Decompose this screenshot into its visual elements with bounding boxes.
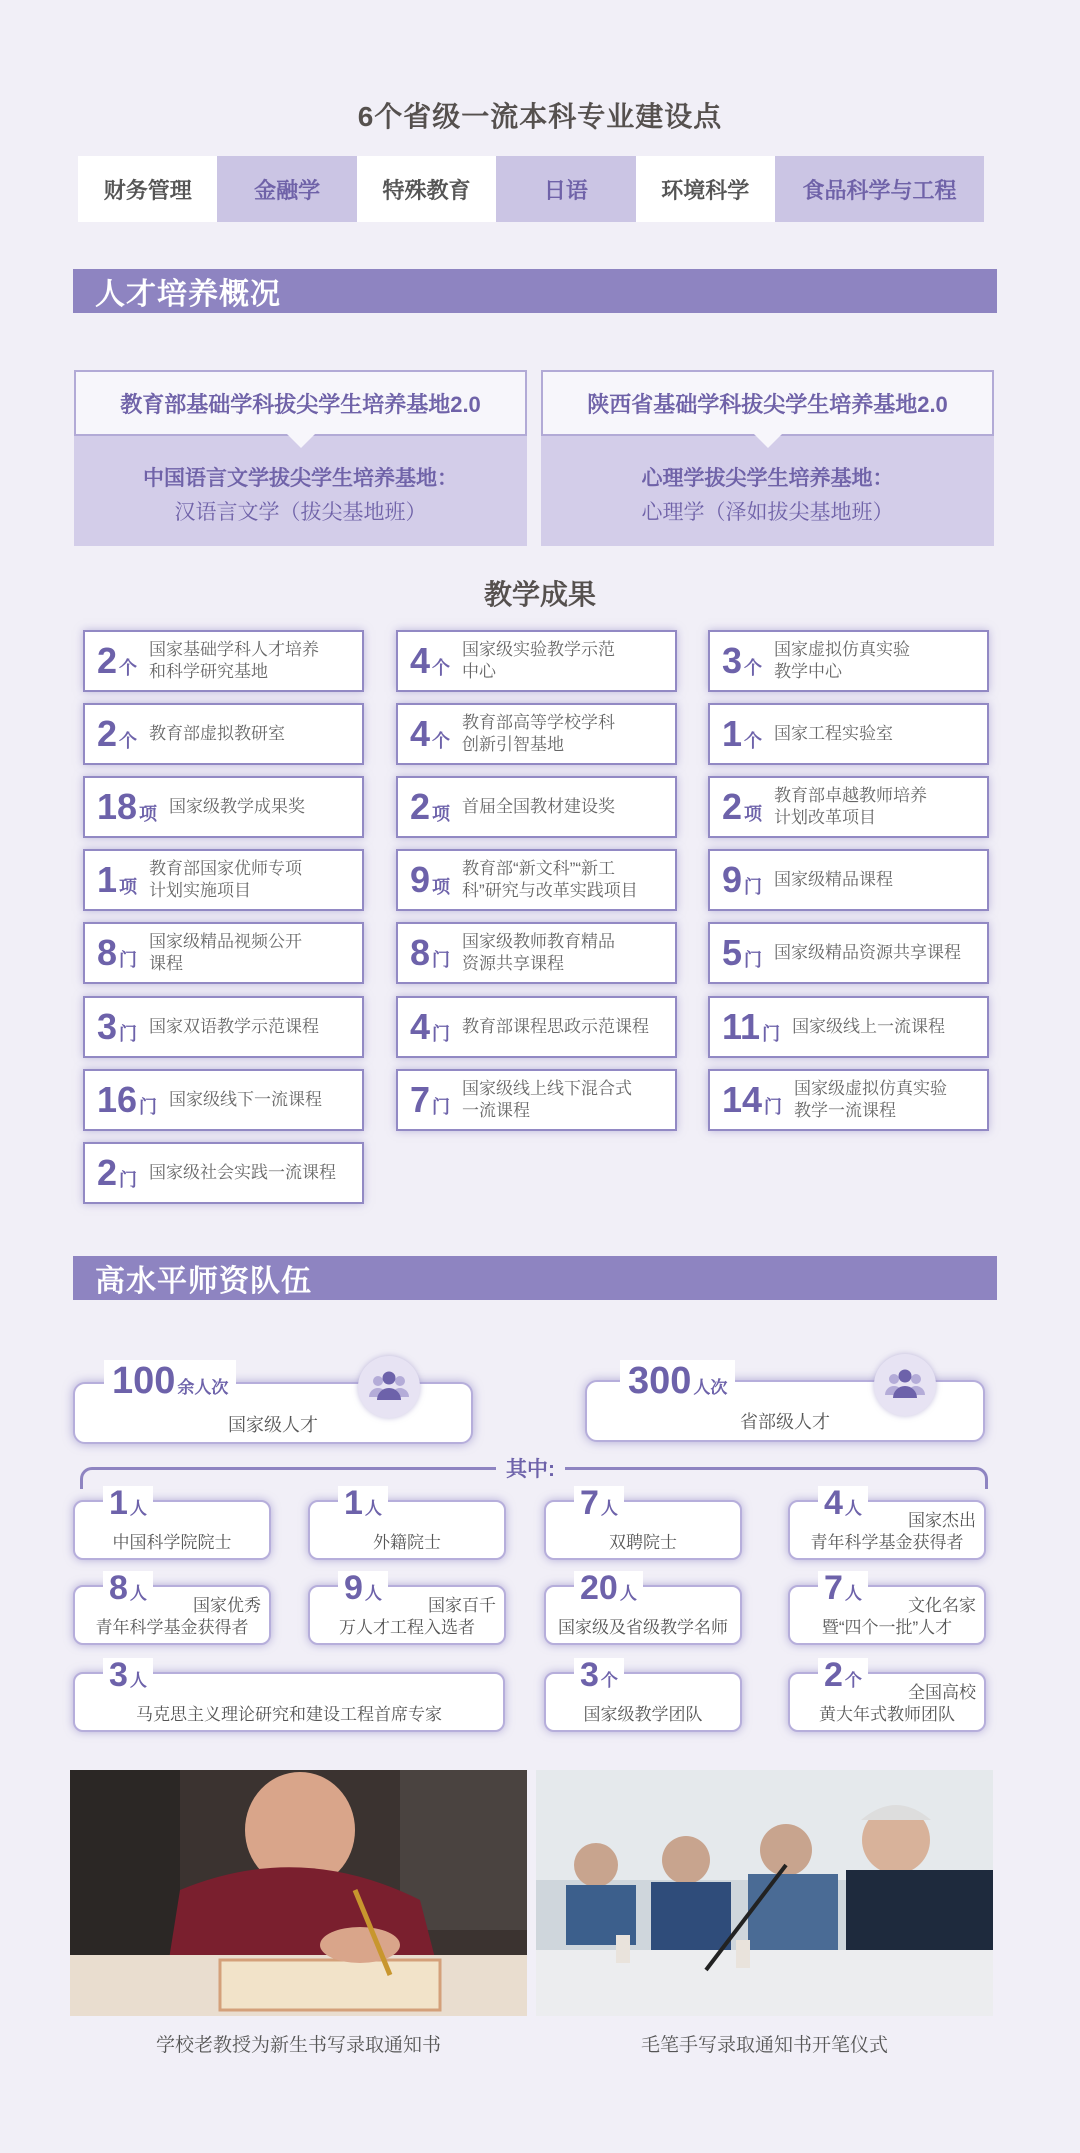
achievement-text bbox=[149, 1162, 336, 1184]
faculty-text-line2: 万人才工程入选者 bbox=[339, 1618, 475, 1637]
faculty-text-line2: 青年科学基金获得者 bbox=[95, 1618, 249, 1637]
achievement-number: 4 bbox=[410, 640, 431, 681]
achievement-card bbox=[83, 1069, 364, 1131]
achievement-text-line: 首届全国教材建设奖 bbox=[462, 797, 616, 816]
achievement-text bbox=[462, 931, 615, 975]
achievement-card bbox=[396, 630, 677, 692]
faculty-number: 1 bbox=[344, 1484, 363, 1522]
achievement-unit: 项 bbox=[432, 877, 451, 897]
achievement-unit: 门 bbox=[432, 1024, 451, 1044]
achievement-text-line: 中心 bbox=[462, 662, 497, 681]
base-card-line1: 心理学拔尖学生培养基地： bbox=[641, 467, 894, 490]
achievement-text-line: 教育部国家优师专项 bbox=[149, 859, 303, 878]
faculty-count bbox=[103, 1658, 153, 1692]
achievement-unit: 门 bbox=[119, 1170, 138, 1190]
achievements-title: 教学成果 bbox=[483, 579, 596, 610]
achievement-number: 9 bbox=[722, 859, 743, 900]
achievement-text-line: 一流课程 bbox=[462, 1101, 531, 1120]
achievement-text-line: 国家级虚拟仿真实验 bbox=[794, 1079, 948, 1098]
photo-caption-left: 学校老教授为新生书写录取通知书 bbox=[155, 2035, 441, 2056]
achievement-text-line: 国家工程实验室 bbox=[774, 724, 894, 743]
achievement-unit: 项 bbox=[139, 804, 158, 824]
achievement-card bbox=[83, 776, 364, 838]
national-talent-unit: 余人次 bbox=[177, 1378, 229, 1397]
faculty-number: 3 bbox=[109, 1656, 128, 1694]
achievement-number: 2 bbox=[97, 640, 118, 681]
faculty-count bbox=[103, 1486, 153, 1520]
faculty-number: 9 bbox=[344, 1569, 363, 1607]
achievement-number: 4 bbox=[410, 713, 431, 754]
achievement-unit: 门 bbox=[762, 1024, 781, 1044]
achievement-card bbox=[708, 630, 989, 692]
faculty-unit: 个 bbox=[844, 1671, 862, 1690]
provincial-talent-number: 300 bbox=[628, 1360, 692, 1402]
achievement-text-line: 国家级教师教育精品 bbox=[462, 932, 616, 951]
faculty-unit: 人 bbox=[129, 1671, 147, 1690]
faculty-count bbox=[818, 1658, 868, 1692]
achievement-card bbox=[83, 922, 364, 984]
achievement-unit: 个 bbox=[119, 731, 138, 751]
achievement-card bbox=[708, 703, 989, 765]
achievement-number: 11 bbox=[722, 1006, 761, 1047]
faculty-text-line2: 黄大年式教师团队 bbox=[819, 1705, 955, 1724]
achievement-text-line: 国家双语教学示范课程 bbox=[149, 1017, 320, 1036]
national-talent-count bbox=[104, 1360, 236, 1403]
faculty-unit: 人 bbox=[129, 1584, 147, 1603]
achievement-text-line: 教育部卓越教师培养 bbox=[774, 786, 928, 805]
achievement-unit: 项 bbox=[119, 877, 138, 897]
achievement-text-line: 资源共享课程 bbox=[462, 954, 565, 973]
achievement-text-line: 国家级精品资源共享课程 bbox=[774, 943, 962, 962]
achievement-card bbox=[83, 630, 364, 692]
faculty-count bbox=[574, 1658, 624, 1692]
major-item: 日语 bbox=[496, 156, 635, 222]
achievement-unit: 个 bbox=[432, 731, 451, 751]
achievement-number: 16 bbox=[97, 1079, 138, 1120]
among-label: 其中: bbox=[496, 1453, 565, 1483]
faculty-unit: 人 bbox=[844, 1584, 862, 1603]
achievement-card bbox=[708, 849, 989, 911]
faculty-number: 1 bbox=[109, 1484, 128, 1522]
achievement-card bbox=[396, 703, 677, 765]
achievement-text-line: 计划实施项目 bbox=[149, 881, 252, 900]
achievement-card bbox=[396, 1069, 677, 1131]
faculty-number: 20 bbox=[580, 1569, 618, 1607]
achievement-number: 8 bbox=[97, 932, 118, 973]
achievement-text-line: 国家级线下一流课程 bbox=[169, 1090, 323, 1109]
achievement-number: 2 bbox=[410, 786, 431, 827]
achievement-text-line: 教学一流课程 bbox=[794, 1101, 897, 1120]
faculty-number: 4 bbox=[824, 1484, 843, 1522]
achievement-text bbox=[149, 639, 319, 683]
achievement-unit: 门 bbox=[764, 1097, 783, 1117]
achievement-text-line: 国家级社会实践一流课程 bbox=[149, 1163, 337, 1182]
achievement-card bbox=[708, 922, 989, 984]
achievement-text bbox=[462, 1016, 649, 1038]
achievement-unit: 个 bbox=[119, 658, 138, 678]
base-card-line2: 心理学（泽如拔尖基地班） bbox=[641, 501, 894, 524]
achievement-text-line: 国家基础学科人才培养 bbox=[149, 640, 320, 659]
achievement-unit: 门 bbox=[119, 1024, 138, 1044]
achievement-unit: 门 bbox=[432, 950, 451, 970]
achievement-text-line: 国家级精品视频公开 bbox=[149, 932, 303, 951]
achievement-number: 3 bbox=[722, 640, 743, 681]
achievement-number: 2 bbox=[722, 786, 743, 827]
base-card-shaanxi bbox=[541, 370, 994, 546]
achievement-text-line: 教育部课程思政示范课程 bbox=[462, 1017, 650, 1036]
achievement-text-line: 计划改革项目 bbox=[774, 808, 877, 827]
achievement-unit: 项 bbox=[432, 804, 451, 824]
faculty-number: 7 bbox=[824, 1569, 843, 1607]
faculty-number: 3 bbox=[580, 1656, 599, 1694]
major-item: 财务管理 bbox=[78, 156, 217, 222]
faculty-text-line1: 国家杰出 bbox=[908, 1511, 976, 1530]
people-icon bbox=[358, 1356, 420, 1418]
achievement-unit: 门 bbox=[139, 1097, 158, 1117]
achievement-text bbox=[792, 1016, 945, 1038]
faculty-count bbox=[574, 1571, 643, 1605]
faculty-text-line1: 马克思主义理论研究和建设工程首席专家 bbox=[136, 1705, 442, 1724]
achievement-text bbox=[794, 1078, 947, 1122]
achievement-card bbox=[708, 776, 989, 838]
achievement-text-line: 教育部“新文科”“新工 bbox=[462, 859, 616, 878]
achievement-text-line: 教学中心 bbox=[774, 662, 843, 681]
faculty-count bbox=[574, 1486, 624, 1520]
achievement-text-line: 科”研究与改革实践项目 bbox=[462, 881, 638, 900]
achievement-unit: 门 bbox=[744, 950, 763, 970]
achievement-unit: 门 bbox=[119, 950, 138, 970]
faculty-text-line2: 暨“四个一批”人才 bbox=[821, 1618, 953, 1637]
major-item: 环境科学 bbox=[636, 156, 775, 222]
achievement-card bbox=[83, 703, 364, 765]
achievement-text-line: 国家级精品课程 bbox=[774, 870, 894, 889]
achievement-unit: 项 bbox=[744, 804, 763, 824]
national-talent-number: 100 bbox=[112, 1360, 176, 1402]
photo-brush-ceremony bbox=[536, 1770, 993, 2016]
faculty-count bbox=[338, 1486, 388, 1520]
faculty-number: 7 bbox=[580, 1484, 599, 1522]
faculty-number: 2 bbox=[824, 1656, 843, 1694]
achievement-unit: 个 bbox=[432, 658, 451, 678]
achievement-number: 2 bbox=[97, 1152, 118, 1193]
achievement-number: 2 bbox=[97, 713, 118, 754]
achievement-text bbox=[462, 796, 615, 818]
achievement-text bbox=[149, 723, 285, 745]
national-talent-label: 国家级人才 bbox=[228, 1415, 318, 1435]
faculty-text-line1: 中国科学院院士 bbox=[112, 1533, 232, 1552]
faculty-unit: 人 bbox=[844, 1499, 862, 1518]
achievement-unit: 个 bbox=[744, 731, 763, 751]
faculty-unit: 人 bbox=[600, 1499, 618, 1518]
achievement-text bbox=[774, 639, 910, 683]
faculty-section-header: 高水平师资队伍 bbox=[73, 1256, 997, 1300]
achievement-text-line: 教育部高等学校学科 bbox=[462, 713, 616, 732]
provincial-talent-label: 省部级人才 bbox=[740, 1412, 830, 1432]
achievement-text-line: 国家级线上线下混合式 bbox=[462, 1079, 633, 1098]
base-card-title: 教育部基础学科拔尖学生培养基地2.0 bbox=[74, 370, 527, 436]
major-item: 特殊教育 bbox=[357, 156, 496, 222]
faculty-text-line1: 国家级教学团队 bbox=[583, 1705, 703, 1724]
achievement-number: 7 bbox=[410, 1079, 431, 1120]
base-card-ministry bbox=[74, 370, 527, 546]
faculty-text-line1: 国家级及省级教学名师 bbox=[558, 1618, 728, 1637]
faculty-count bbox=[818, 1486, 868, 1520]
provincial-talent-count bbox=[620, 1360, 735, 1403]
faculty-text-line1: 全国高校 bbox=[908, 1683, 976, 1702]
achievement-text bbox=[462, 639, 615, 683]
achievement-text-line: 创新引智基地 bbox=[462, 735, 565, 754]
achievement-text bbox=[774, 785, 927, 829]
achievement-unit: 个 bbox=[744, 658, 763, 678]
faculty-text-line1: 文化名家 bbox=[908, 1596, 976, 1615]
achievement-text bbox=[169, 1089, 322, 1111]
faculty-text-line1: 国家百千 bbox=[428, 1596, 496, 1615]
achievement-number: 1 bbox=[97, 859, 118, 900]
base-card-detail bbox=[541, 436, 994, 546]
achievement-card bbox=[396, 849, 677, 911]
achievement-text-line: 国家级线上一流课程 bbox=[792, 1017, 946, 1036]
faculty-count bbox=[103, 1571, 153, 1605]
achievement-number: 5 bbox=[722, 932, 743, 973]
achievement-number: 14 bbox=[722, 1079, 763, 1120]
achievement-card bbox=[83, 996, 364, 1058]
major-item: 食品科学与工程 bbox=[775, 156, 984, 222]
achievement-card bbox=[396, 922, 677, 984]
faculty-count bbox=[338, 1571, 388, 1605]
achievement-card bbox=[708, 996, 989, 1058]
achievement-number: 8 bbox=[410, 932, 431, 973]
achievement-text bbox=[149, 931, 302, 975]
achievement-unit: 门 bbox=[744, 877, 763, 897]
achievement-number: 9 bbox=[410, 859, 431, 900]
people-icon bbox=[874, 1354, 936, 1416]
achievement-number: 3 bbox=[97, 1006, 118, 1047]
achievement-text bbox=[149, 858, 302, 902]
achievement-text bbox=[774, 942, 961, 964]
achievement-text bbox=[149, 1016, 319, 1038]
faculty-text-line1: 外籍院士 bbox=[373, 1533, 441, 1552]
faculty-text-line2: 青年科学基金获得者 bbox=[810, 1533, 964, 1552]
faculty-text-line1: 国家优秀 bbox=[193, 1596, 261, 1615]
faculty-count bbox=[818, 1571, 868, 1605]
achievement-text bbox=[462, 712, 615, 756]
achievement-number: 18 bbox=[97, 786, 138, 827]
achievement-text bbox=[169, 796, 305, 818]
faculty-unit: 个 bbox=[600, 1671, 618, 1690]
faculty-unit: 人 bbox=[129, 1499, 147, 1518]
photo-professor-writing bbox=[70, 1770, 527, 2016]
achievement-text-line: 教育部虚拟教研室 bbox=[149, 724, 286, 743]
achievement-text-line: 国家级教学成果奖 bbox=[169, 797, 306, 816]
majors-title: 6个省级一流本科专业建设点 bbox=[357, 101, 723, 132]
major-item: 金融学 bbox=[217, 156, 356, 222]
base-card-line1: 中国语言文学拔尖学生培养基地： bbox=[143, 467, 458, 490]
achievement-text-line: 课程 bbox=[149, 954, 184, 973]
faculty-unit: 人 bbox=[619, 1584, 637, 1603]
faculty-text-line1: 双聘院士 bbox=[609, 1533, 677, 1552]
achievement-text bbox=[462, 1078, 632, 1122]
achievement-text-line: 国家虚拟仿真实验 bbox=[774, 640, 911, 659]
base-card-line2: 汉语言文学（拔尖基地班） bbox=[174, 501, 427, 524]
photo-caption-right: 毛笔手写录取通知书开笔仪式 bbox=[640, 2035, 888, 2056]
achievement-text bbox=[774, 869, 893, 891]
achievement-text-line: 和科学研究基地 bbox=[149, 662, 269, 681]
achievement-card bbox=[83, 1142, 364, 1204]
faculty-number: 8 bbox=[109, 1569, 128, 1607]
achievement-number: 4 bbox=[410, 1006, 431, 1047]
achievement-text-line: 国家级实验教学示范 bbox=[462, 640, 616, 659]
achievement-card bbox=[708, 1069, 989, 1131]
talent-section-header: 人才培养概况 bbox=[73, 269, 997, 313]
faculty-unit: 人 bbox=[364, 1584, 382, 1603]
achievement-number: 1 bbox=[722, 713, 743, 754]
base-card-detail bbox=[74, 436, 527, 546]
achievement-unit: 门 bbox=[432, 1097, 451, 1117]
achievement-text bbox=[774, 723, 893, 745]
achievement-text bbox=[462, 858, 638, 902]
majors-row bbox=[78, 156, 984, 222]
achievement-card bbox=[83, 849, 364, 911]
achievement-card bbox=[396, 776, 677, 838]
achievement-card bbox=[396, 996, 677, 1058]
base-card-title: 陕西省基础学科拔尖学生培养基地2.0 bbox=[541, 370, 994, 436]
provincial-talent-unit: 人次 bbox=[693, 1378, 728, 1397]
faculty-unit: 人 bbox=[364, 1499, 382, 1518]
